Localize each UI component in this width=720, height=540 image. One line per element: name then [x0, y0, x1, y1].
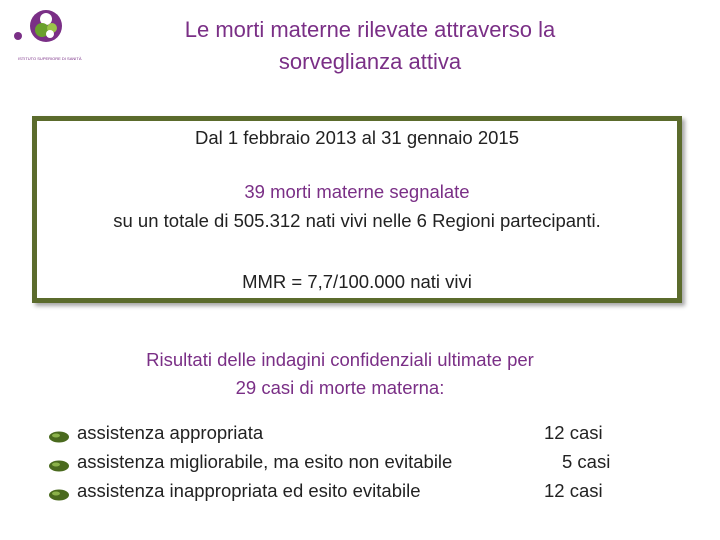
title-line-2: sorveglianza attiva	[278, 49, 462, 74]
summary-box	[32, 116, 682, 303]
finding-label: assistenza appropriata	[77, 422, 264, 443]
bullet-icon	[48, 489, 70, 501]
list-item	[44, 451, 644, 480]
organization-logo	[6, 6, 86, 66]
finding-label: assistenza migliorabile, ma esito non evitabile	[77, 451, 453, 472]
findings-heading-line-1: Risultati delle indagini confidenziali ultimate per	[146, 349, 534, 370]
list-item	[44, 480, 644, 509]
finding-count: 5 casi	[562, 451, 611, 472]
logo-emblem-icon	[6, 6, 86, 56]
bullet-icon	[48, 460, 70, 472]
findings-list	[44, 422, 644, 509]
findings-heading	[40, 346, 640, 402]
list-item	[44, 422, 644, 451]
findings-heading-line-2: 29 casi di morte materna:	[235, 377, 445, 398]
bullet-icon	[48, 431, 70, 443]
deaths-count-text: 39 morti materne segnalate	[244, 181, 470, 202]
finding-count: 12 casi	[544, 422, 603, 443]
live-births-text: su un totale di 505.312 nati vivi nelle 6 Regioni partecipanti.	[113, 210, 601, 231]
page-title	[100, 14, 640, 78]
finding-count: 12 casi	[544, 480, 603, 501]
logo-caption: ISTITUTO SUPERIORE DI SANITÀ	[18, 56, 82, 61]
period-text: Dal 1 febbraio 2013 al 31 gennaio 2015	[194, 127, 519, 148]
finding-label: assistenza inappropriata ed esito evitabile	[77, 480, 421, 501]
mmr-text: MMR = 7,7/100.000 nati vivi	[242, 271, 472, 292]
title-line-1: Le morti materne rilevate attraverso la	[184, 17, 556, 42]
